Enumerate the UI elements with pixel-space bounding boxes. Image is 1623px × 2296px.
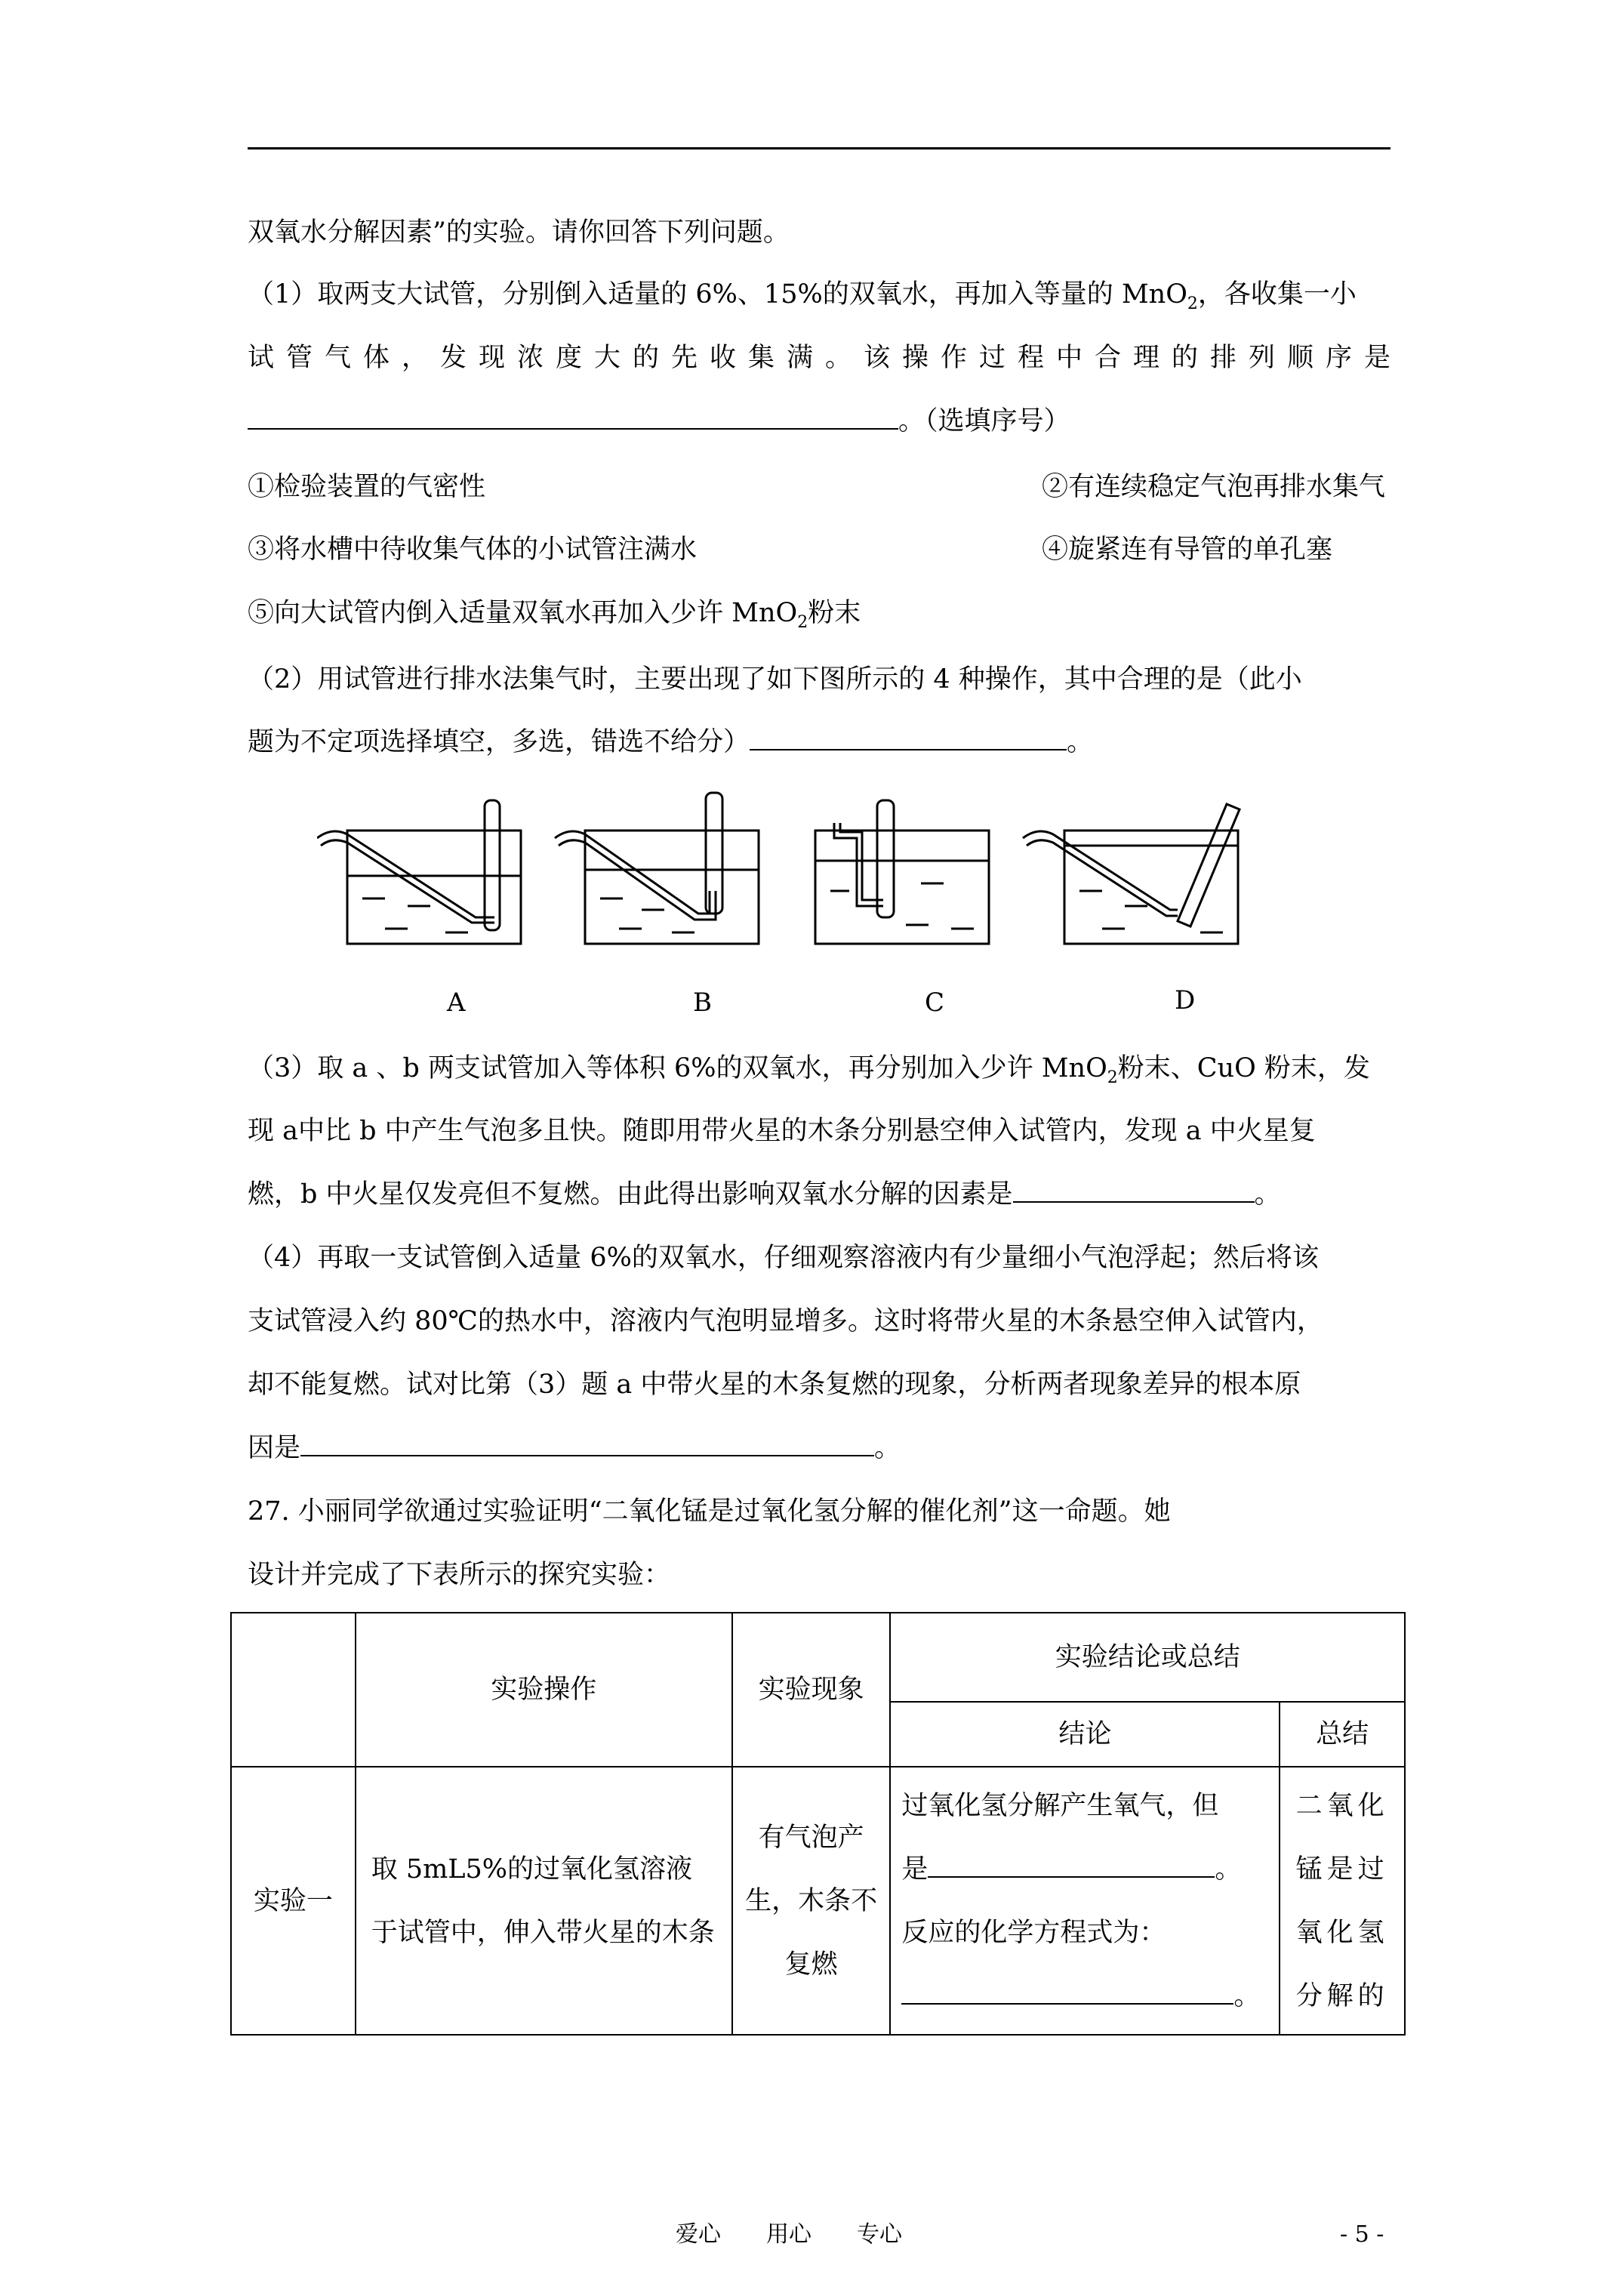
question-4-line-3: 却不能复燃。试对比第（3）题 a 中带火星的木条复燃的现象，分析两者现象差异的根本原 [248,1370,1301,1400]
figure-label-c: C [925,988,945,1018]
question-2-line-1: （2）用试管进行排水法集气时，主要出现了如下图所示的 4 种操作，其中合理的是（此小 [248,664,1302,695]
answer-blank[interactable] [248,402,898,430]
header-rule [248,147,1390,149]
question-1-line-1: （1）取两支大试管，分别倒入适量的 6%、15%的双氧水，再加入等量的 MnO$_2$，各收集一小 [248,279,1357,313]
table-corner-cell [231,1613,356,1767]
experiment-table [230,1612,1406,2036]
question-1-line-2: 试管气体，发现浓度大的先收集满。该操作过程中合理的排列顺序是 [248,343,1390,373]
answer-blank[interactable] [750,723,1067,750]
question-4-line-4: 因是 。 [248,1429,1390,1467]
table-header-conclusion: 结论 [890,1702,1280,1767]
table-row-summary: 二氧化锰是过氧化氢分解的 [1280,1767,1405,2035]
setup-d [1023,804,1240,944]
table-row-phenomenon: 有气泡产生，木条不复燃 [732,1767,891,2035]
table-row-name: 实验一 [231,1767,356,2035]
setup-a [317,800,521,944]
option-row-1: ①检验装置的气密性 ②有连续稳定气泡再排水集气 [248,472,1386,502]
answer-blank[interactable] [901,1977,1233,2005]
footer-motto: 爱心 用心 专心 [676,2221,902,2248]
setup-b [555,793,759,944]
answer-blank[interactable] [300,1429,874,1456]
table-header-operation: 实验操作 [356,1613,732,1767]
question-3-line-2: 现 a中比 b 中产生气泡多且快。随即用带火星的木条分别悬空伸入试管内，发现 a 中火星复 [248,1116,1316,1146]
page-number: - 5 - [1340,2221,1384,2248]
question-1-line-3: 。（选填序号） [248,402,1390,440]
option-row-2: ③将水槽中待收集气体的小试管注满水 ④旋紧连有导管的单孔塞 [248,535,1333,565]
table-header-conclusion-group: 实验结论或总结 [890,1613,1405,1702]
question-4-line-1: （4）再取一支试管倒入适量 6%的双氧水，仔细观察溶液内有少量细小气泡浮起；然后将该 [248,1243,1319,1273]
setup-c [815,800,989,944]
text-line: 双氧水分解因素”的实验。请你回答下列问题。 [248,217,790,248]
question-2-line-2: 题为不定项选择填空，多选，错选不给分） 。 [248,723,1390,761]
question-3-line-3: 燃，b 中火星仅发亮但不复燃。由此得出影响双氧水分解的因素是 。 [248,1176,1390,1213]
question-27-line-2: 设计并完成了下表所示的探究实验： [248,1560,671,1590]
question-27-line-1: 27. 小丽同学欲通过实验证明“二氧化锰是过氧化氢分解的催化剂”这一命题。她 [248,1496,1171,1527]
figure-label-d: D [1175,985,1196,1015]
table-header-phenomenon: 实验现象 [732,1613,891,1767]
option-row-3: ⑤向大试管内倒入适量双氧水再加入少许 MnO$_2$粉末 [248,598,861,632]
table-row-conclusion: 过氧化氢分解产生氧气，但 是 。 反应的化学方程式为： 。 [890,1767,1280,2035]
answer-blank[interactable] [1013,1176,1255,1203]
table-row-operation: 取 5mL5%的过氧化氢溶液于试管中，伸入带火星的木条 [356,1767,732,2035]
answer-blank[interactable] [928,1851,1215,1878]
question-4-line-2: 支试管浸入约 80℃的热水中，溶液内气泡明显增多。这时将带火星的木条悬空伸入试管内， [248,1306,1323,1336]
collection-setups-figure [317,785,1298,959]
figure-label-a: A [447,988,466,1018]
question-3-line-1: （3）取 a 、b 两支试管加入等体积 6%的双氧水，再分别加入少许 MnO$_2$粉末、CuO 粉末，发 [248,1053,1370,1087]
figure-label-b: B [693,988,712,1018]
table-header-summary: 总结 [1280,1702,1405,1767]
